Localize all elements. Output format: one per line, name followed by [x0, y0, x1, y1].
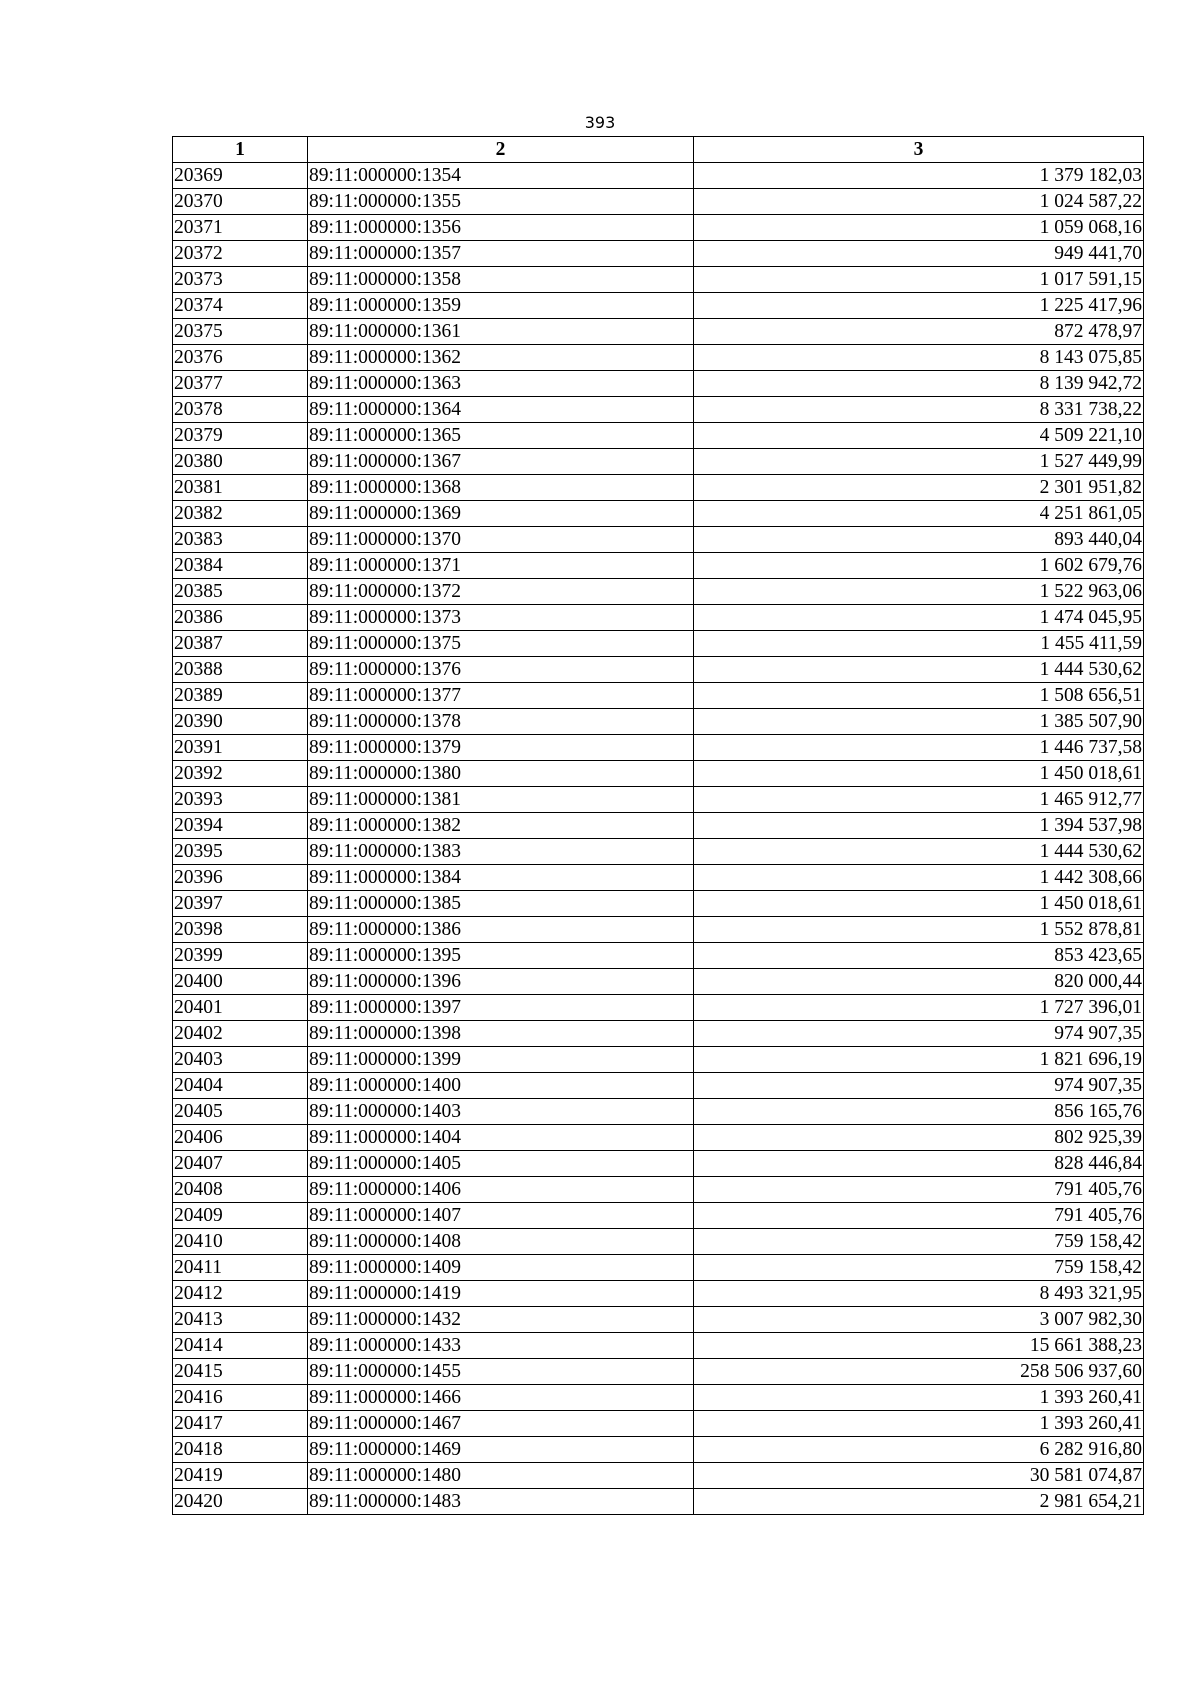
row-number-cell: 20378: [173, 397, 308, 423]
value-cell: 759 158,42: [694, 1255, 1144, 1281]
header-col-2: 2: [308, 137, 694, 163]
cadastral-number-cell: 89:11:000000:1376: [308, 657, 694, 683]
table-row: [173, 995, 1144, 1021]
table-row: [173, 553, 1144, 579]
cadastral-number-cell: 89:11:000000:1369: [308, 501, 694, 527]
table-row: [173, 267, 1144, 293]
table-row: [173, 969, 1144, 995]
header-row: [173, 137, 1144, 163]
row-number-cell: 20380: [173, 449, 308, 475]
value-cell: 258 506 937,60: [694, 1359, 1144, 1385]
row-number-cell: 20390: [173, 709, 308, 735]
table-row: [173, 1177, 1144, 1203]
row-number-cell: 20386: [173, 605, 308, 631]
table-row: [173, 1281, 1144, 1307]
value-cell: 4 509 221,10: [694, 423, 1144, 449]
value-cell: 1 017 591,15: [694, 267, 1144, 293]
value-cell: 1 450 018,61: [694, 761, 1144, 787]
cadastral-number-cell: 89:11:000000:1384: [308, 865, 694, 891]
row-number-cell: 20414: [173, 1333, 308, 1359]
table-row: [173, 891, 1144, 917]
value-cell: 1 727 396,01: [694, 995, 1144, 1021]
table-row: [173, 501, 1144, 527]
value-cell: 1 522 963,06: [694, 579, 1144, 605]
table-row: [173, 943, 1144, 969]
registry-table: [172, 136, 1144, 1515]
row-number-cell: 20410: [173, 1229, 308, 1255]
value-cell: 1 455 411,59: [694, 631, 1144, 657]
value-cell: 30 581 074,87: [694, 1463, 1144, 1489]
cadastral-number-cell: 89:11:000000:1367: [308, 449, 694, 475]
cadastral-number-cell: 89:11:000000:1373: [308, 605, 694, 631]
cadastral-number-cell: 89:11:000000:1365: [308, 423, 694, 449]
cadastral-number-cell: 89:11:000000:1375: [308, 631, 694, 657]
row-number-cell: 20393: [173, 787, 308, 813]
value-cell: 1 444 530,62: [694, 839, 1144, 865]
row-number-cell: 20369: [173, 163, 308, 189]
value-cell: 8 143 075,85: [694, 345, 1144, 371]
row-number-cell: 20418: [173, 1437, 308, 1463]
value-cell: 759 158,42: [694, 1229, 1144, 1255]
cadastral-number-cell: 89:11:000000:1405: [308, 1151, 694, 1177]
row-number-cell: 20405: [173, 1099, 308, 1125]
value-cell: 2 301 951,82: [694, 475, 1144, 501]
value-cell: 1 446 737,58: [694, 735, 1144, 761]
row-number-cell: 20374: [173, 293, 308, 319]
row-number-cell: 20379: [173, 423, 308, 449]
table-row: [173, 1073, 1144, 1099]
value-cell: 791 405,76: [694, 1203, 1144, 1229]
table-row: [173, 215, 1144, 241]
table-row: [173, 657, 1144, 683]
value-cell: 1 465 912,77: [694, 787, 1144, 813]
cadastral-number-cell: 89:11:000000:1480: [308, 1463, 694, 1489]
table-row: [173, 1229, 1144, 1255]
table-row: [173, 423, 1144, 449]
value-cell: 1 442 308,66: [694, 865, 1144, 891]
row-number-cell: 20388: [173, 657, 308, 683]
row-number-cell: 20399: [173, 943, 308, 969]
table-row: [173, 761, 1144, 787]
cadastral-number-cell: 89:11:000000:1361: [308, 319, 694, 345]
row-number-cell: 20404: [173, 1073, 308, 1099]
row-number-cell: 20371: [173, 215, 308, 241]
value-cell: 1 393 260,41: [694, 1385, 1144, 1411]
row-number-cell: 20376: [173, 345, 308, 371]
value-cell: 1 508 656,51: [694, 683, 1144, 709]
table-row: [173, 527, 1144, 553]
row-number-cell: 20400: [173, 969, 308, 995]
row-number-cell: 20392: [173, 761, 308, 787]
table-row: [173, 605, 1144, 631]
row-number-cell: 20375: [173, 319, 308, 345]
table-row: [173, 1463, 1144, 1489]
value-cell: 1 527 449,99: [694, 449, 1144, 475]
value-cell: 1 024 587,22: [694, 189, 1144, 215]
table-row: [173, 1021, 1144, 1047]
cadastral-number-cell: 89:11:000000:1409: [308, 1255, 694, 1281]
table-row: [173, 735, 1144, 761]
value-cell: 872 478,97: [694, 319, 1144, 345]
table-row: [173, 1125, 1144, 1151]
row-number-cell: 20385: [173, 579, 308, 605]
cadastral-number-cell: 89:11:000000:1380: [308, 761, 694, 787]
row-number-cell: 20377: [173, 371, 308, 397]
cadastral-number-cell: 89:11:000000:1363: [308, 371, 694, 397]
value-cell: 949 441,70: [694, 241, 1144, 267]
cadastral-number-cell: 89:11:000000:1362: [308, 345, 694, 371]
cadastral-number-cell: 89:11:000000:1357: [308, 241, 694, 267]
row-number-cell: 20370: [173, 189, 308, 215]
cadastral-number-cell: 89:11:000000:1397: [308, 995, 694, 1021]
cadastral-number-cell: 89:11:000000:1358: [308, 267, 694, 293]
value-cell: 1 225 417,96: [694, 293, 1144, 319]
cadastral-number-cell: 89:11:000000:1383: [308, 839, 694, 865]
value-cell: 1 450 018,61: [694, 891, 1144, 917]
cadastral-number-cell: 89:11:000000:1370: [308, 527, 694, 553]
row-number-cell: 20417: [173, 1411, 308, 1437]
value-cell: 1 474 045,95: [694, 605, 1144, 631]
value-cell: 1 552 878,81: [694, 917, 1144, 943]
table-row: [173, 579, 1144, 605]
cadastral-number-cell: 89:11:000000:1378: [308, 709, 694, 735]
row-number-cell: 20389: [173, 683, 308, 709]
cadastral-number-cell: 89:11:000000:1372: [308, 579, 694, 605]
page-number: 393: [584, 113, 616, 132]
cadastral-number-cell: 89:11:000000:1469: [308, 1437, 694, 1463]
value-cell: 1 385 507,90: [694, 709, 1144, 735]
row-number-cell: 20383: [173, 527, 308, 553]
table-row: [173, 1359, 1144, 1385]
cadastral-number-cell: 89:11:000000:1399: [308, 1047, 694, 1073]
value-cell: 2 981 654,21: [694, 1489, 1144, 1515]
table-row: [173, 449, 1144, 475]
row-number-cell: 20384: [173, 553, 308, 579]
value-cell: 828 446,84: [694, 1151, 1144, 1177]
cadastral-number-cell: 89:11:000000:1364: [308, 397, 694, 423]
table-row: [173, 1489, 1144, 1515]
value-cell: 974 907,35: [694, 1021, 1144, 1047]
table-row: [173, 1099, 1144, 1125]
value-cell: 8 331 738,22: [694, 397, 1144, 423]
row-number-cell: 20391: [173, 735, 308, 761]
cadastral-number-cell: 89:11:000000:1354: [308, 163, 694, 189]
row-number-cell: 20395: [173, 839, 308, 865]
cadastral-number-cell: 89:11:000000:1432: [308, 1307, 694, 1333]
cadastral-number-cell: 89:11:000000:1356: [308, 215, 694, 241]
row-number-cell: 20402: [173, 1021, 308, 1047]
cadastral-number-cell: 89:11:000000:1408: [308, 1229, 694, 1255]
table-row: [173, 839, 1144, 865]
value-cell: 974 907,35: [694, 1073, 1144, 1099]
table-row: [173, 1307, 1144, 1333]
table-row: [173, 631, 1144, 657]
cadastral-number-cell: 89:11:000000:1385: [308, 891, 694, 917]
cadastral-number-cell: 89:11:000000:1368: [308, 475, 694, 501]
value-cell: 820 000,44: [694, 969, 1144, 995]
cadastral-number-cell: 89:11:000000:1400: [308, 1073, 694, 1099]
cadastral-number-cell: 89:11:000000:1355: [308, 189, 694, 215]
table-row: [173, 865, 1144, 891]
table-row: [173, 1047, 1144, 1073]
value-cell: 3 007 982,30: [694, 1307, 1144, 1333]
cadastral-number-cell: 89:11:000000:1386: [308, 917, 694, 943]
value-cell: 853 423,65: [694, 943, 1144, 969]
table-body: [173, 163, 1144, 1515]
row-number-cell: 20382: [173, 501, 308, 527]
header-col-1: 1: [173, 137, 308, 163]
table-row: [173, 1203, 1144, 1229]
table-row: [173, 189, 1144, 215]
row-number-cell: 20416: [173, 1385, 308, 1411]
cadastral-number-cell: 89:11:000000:1381: [308, 787, 694, 813]
cadastral-number-cell: 89:11:000000:1419: [308, 1281, 694, 1307]
cadastral-number-cell: 89:11:000000:1377: [308, 683, 694, 709]
table-row: [173, 293, 1144, 319]
table-row: [173, 319, 1144, 345]
table-row: [173, 163, 1144, 189]
row-number-cell: 20394: [173, 813, 308, 839]
cadastral-number-cell: 89:11:000000:1396: [308, 969, 694, 995]
row-number-cell: 20406: [173, 1125, 308, 1151]
cadastral-number-cell: 89:11:000000:1403: [308, 1099, 694, 1125]
row-number-cell: 20398: [173, 917, 308, 943]
row-number-cell: 20415: [173, 1359, 308, 1385]
row-number-cell: 20419: [173, 1463, 308, 1489]
table-row: [173, 1385, 1144, 1411]
row-number-cell: 20396: [173, 865, 308, 891]
table-row: [173, 1411, 1144, 1437]
table-row: [173, 683, 1144, 709]
table-row: [173, 787, 1144, 813]
cadastral-number-cell: 89:11:000000:1466: [308, 1385, 694, 1411]
cadastral-number-cell: 89:11:000000:1455: [308, 1359, 694, 1385]
value-cell: 1 444 530,62: [694, 657, 1144, 683]
value-cell: 1 821 696,19: [694, 1047, 1144, 1073]
table-row: [173, 1333, 1144, 1359]
cadastral-number-cell: 89:11:000000:1371: [308, 553, 694, 579]
row-number-cell: 20420: [173, 1489, 308, 1515]
table-row: [173, 345, 1144, 371]
row-number-cell: 20403: [173, 1047, 308, 1073]
table-row: [173, 709, 1144, 735]
value-cell: 1 394 537,98: [694, 813, 1144, 839]
value-cell: 791 405,76: [694, 1177, 1144, 1203]
table-row: [173, 1437, 1144, 1463]
value-cell: 4 251 861,05: [694, 501, 1144, 527]
value-cell: 1 059 068,16: [694, 215, 1144, 241]
table-row: [173, 1255, 1144, 1281]
table-row: [173, 371, 1144, 397]
value-cell: 8 139 942,72: [694, 371, 1144, 397]
cadastral-number-cell: 89:11:000000:1379: [308, 735, 694, 761]
row-number-cell: 20401: [173, 995, 308, 1021]
row-number-cell: 20373: [173, 267, 308, 293]
cadastral-number-cell: 89:11:000000:1467: [308, 1411, 694, 1437]
row-number-cell: 20407: [173, 1151, 308, 1177]
row-number-cell: 20409: [173, 1203, 308, 1229]
table-row: [173, 397, 1144, 423]
value-cell: 1 393 260,41: [694, 1411, 1144, 1437]
cadastral-number-cell: 89:11:000000:1406: [308, 1177, 694, 1203]
value-cell: 15 661 388,23: [694, 1333, 1144, 1359]
value-cell: 8 493 321,95: [694, 1281, 1144, 1307]
cadastral-number-cell: 89:11:000000:1398: [308, 1021, 694, 1047]
value-cell: 6 282 916,80: [694, 1437, 1144, 1463]
table-row: [173, 241, 1144, 267]
value-cell: 893 440,04: [694, 527, 1144, 553]
row-number-cell: 20381: [173, 475, 308, 501]
table-row: [173, 917, 1144, 943]
table-header: [173, 137, 1144, 163]
row-number-cell: 20397: [173, 891, 308, 917]
value-cell: 1 602 679,76: [694, 553, 1144, 579]
value-cell: 802 925,39: [694, 1125, 1144, 1151]
row-number-cell: 20408: [173, 1177, 308, 1203]
row-number-cell: 20387: [173, 631, 308, 657]
table-row: [173, 1151, 1144, 1177]
row-number-cell: 20372: [173, 241, 308, 267]
table-row: [173, 813, 1144, 839]
value-cell: 1 379 182,03: [694, 163, 1144, 189]
cadastral-number-cell: 89:11:000000:1359: [308, 293, 694, 319]
row-number-cell: 20411: [173, 1255, 308, 1281]
cadastral-number-cell: 89:11:000000:1382: [308, 813, 694, 839]
header-col-3: 3: [694, 137, 1144, 163]
cadastral-number-cell: 89:11:000000:1395: [308, 943, 694, 969]
cadastral-number-cell: 89:11:000000:1433: [308, 1333, 694, 1359]
cadastral-number-cell: 89:11:000000:1404: [308, 1125, 694, 1151]
row-number-cell: 20412: [173, 1281, 308, 1307]
value-cell: 856 165,76: [694, 1099, 1144, 1125]
cadastral-number-cell: 89:11:000000:1483: [308, 1489, 694, 1515]
table-row: [173, 475, 1144, 501]
cadastral-number-cell: 89:11:000000:1407: [308, 1203, 694, 1229]
row-number-cell: 20413: [173, 1307, 308, 1333]
